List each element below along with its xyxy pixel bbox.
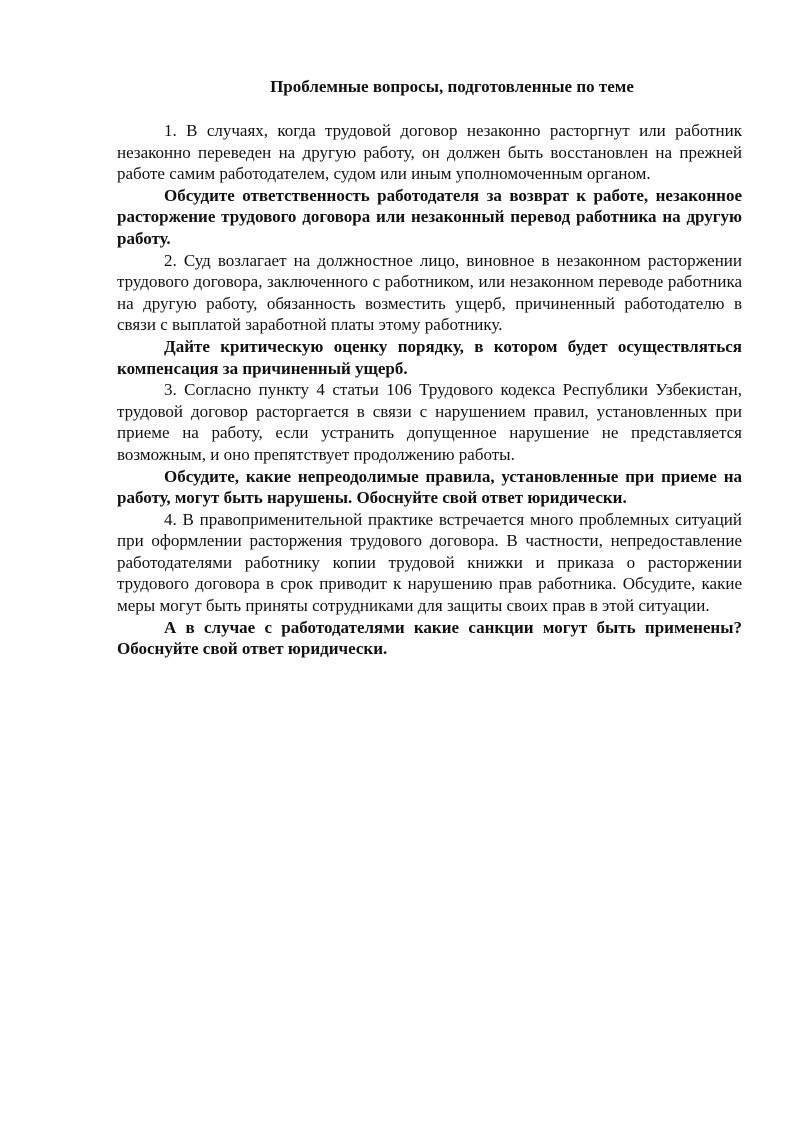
- question-3-text: 3. Согласно пункту 4 статьи 106 Трудового кодекса Республики Узбекистан, трудовой договор расторгается в связи с нарушением правил, установленных при приеме на работу, если устранить допущенное нарушение не представляется возможным, и оно препятствует продолжению работы.: [117, 380, 742, 464]
- question-4-task: А в случае с работодателями какие санкции могут быть применены? Обоснуйте свой ответ юридически.: [117, 617, 742, 659]
- document-page: [117, 76, 742, 660]
- question-4-text: 4. В правоприменительной практике встречается много проблемных ситуаций при оформлении расторжения трудового договора. В частности, непредоставление работодателями работнику копии трудовой книжки и приказа о расторжении трудового договора в срок приводит к нарушению прав работника. Обсудите, какие меры могут быть приняты сотрудниками для защиты своих прав в этой ситуации.: [117, 509, 742, 616]
- document-title: Проблемные вопросы, подготовленные по теме: [270, 77, 634, 96]
- question-2-task: Дайте критическую оценку порядку, в котором будет осуществляться компенсация за причиненный ущерб.: [117, 336, 742, 378]
- question-3-task: Обсудите, какие непреодолимые правила, установленные при приеме на работу, могут быть нарушены. Обоснуйте свой ответ юридически.: [117, 466, 742, 508]
- question-1-task: Обсудите ответственность работодателя за возврат к работе, незаконное расторжение трудового договора или незаконный перевод работника на другую работу.: [117, 185, 742, 248]
- question-2-text: 2. Суд возлагает на должностное лицо, виновное в незаконном расторжении трудового договора, заключенного с работником, или незаконном переводе работника на другую работу, обязанность возместить ущерб, причиненный работодателю в связи с выплатой заработной платы этому работнику.: [117, 250, 742, 335]
- question-1-text: 1. В случаях, когда трудовой договор незаконно расторгнут или работник незаконно переведен на другую работу, он должен быть восстановлен на прежней работе самим работодателем, судом или иным уполномоченным органом.: [117, 121, 742, 184]
